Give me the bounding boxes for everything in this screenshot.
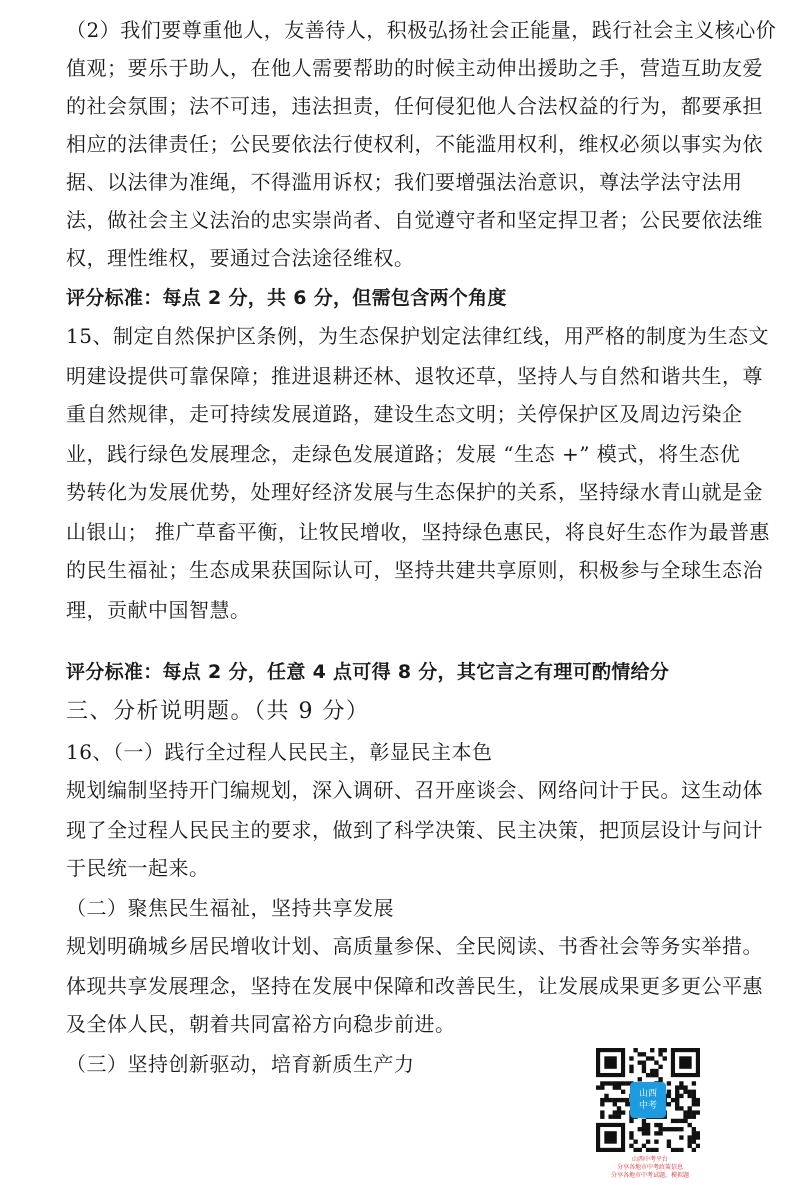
- answer-16-line-2: 现了全过程人民民主的要求，做到了科学决策、民主决策，把顶层设计与问计: [66, 818, 763, 842]
- answer-15-line-4: 业，践行绿色发展理念，走绿色发展道路；发展 “生态 +” 模式，将生态优: [66, 442, 741, 466]
- answer-16-part-2-heading: （二）聚焦民生福祉，坚持共享发展: [66, 896, 394, 920]
- text-line-5: 据、以法律为准绳，不得滥用诉权；我们要增强法治意识，尊法学法守法用: [66, 170, 743, 194]
- answer-15-line-2: 明建设提供可靠保障；推进退耕还林、退牧还草，坚持人与自然和谐共生，尊: [66, 364, 763, 388]
- text-line-3: 的社会氛围；法不可违，违法担责，任何侵犯他人合法权益的行为，都要承担: [66, 94, 763, 118]
- qr-logo-badge: [630, 1082, 666, 1118]
- text-line-2: 值观；要乐于助人，在他人需要帮助的时候主动伸出援助之手，营造互助友爱: [66, 56, 763, 80]
- answer-16-line-6: 及全体人民，朝着共同富裕方向稳步前进。: [66, 1012, 456, 1036]
- answer-15-line-1: 15、制定自然保护区条例，为生态保护划定法律红线，用严格的制度为生态文: [66, 324, 769, 348]
- answer-16-line-3: 于民统一起来。: [66, 856, 210, 880]
- answer-15-line-8: 理，贡献中国智慧。: [66, 598, 251, 622]
- qr-caption-2: 分享各地市中考政策信息: [616, 1164, 683, 1171]
- scoring-criteria-1: 评分标准：每点 2 分，共 6 分，但需包含两个角度: [66, 287, 507, 309]
- answer-16-line-5: 体现共享发展理念，坚持在发展中保障和改善民生，让发展成果更多更公平惠: [66, 974, 763, 998]
- answer-15-line-7: 的民生福祉；生态成果获国际认可，坚持共建共享原则，积极参与全球生态治: [66, 558, 763, 582]
- text-line-1: （2）我们要尊重他人，友善待人，积极弘扬社会正能量，践行社会主义核心价: [66, 18, 777, 42]
- answer-15-line-3: 重自然规律，走可持续发展道路，建设生态文明；关停保护区及周边污染企: [66, 402, 743, 426]
- answer-16-line-4: 规划明确城乡居民增收计划、高质量参保、全民阅读、书香社会等务实举措。: [66, 934, 763, 958]
- answer-16-part-3-heading: （三）坚持创新驱动，培育新质生产力: [66, 1052, 415, 1076]
- scoring-criteria-2: 评分标准：每点 2 分，任意 4 点可得 8 分，其它言之有理可酌情给分: [66, 661, 670, 683]
- qr-code[interactable]: [596, 1048, 700, 1152]
- answer-15-line-5: 势转化为发展优势，处理好经济发展与生态保护的关系，坚持绿水青山就是金: [66, 480, 763, 504]
- text-line-7: 权，理性维权，要通过合法途径维权。: [66, 246, 415, 270]
- qr-caption-3: 分享各地市中考试题，模拟题: [610, 1172, 689, 1179]
- qr-caption-1: 山西中考平台: [631, 1156, 668, 1163]
- qr-badge-top: 山西: [638, 1089, 657, 1099]
- section-heading-3: 三、分析说明题。（共 9 分）: [66, 699, 370, 724]
- answer-16-part-1-heading: 16、（一）践行全过程人民民主，彰显民主本色: [66, 740, 493, 764]
- text-line-4: 相应的法律责任；公民要依法行使权利，不能滥用权利，维权必须以事实为依: [66, 132, 763, 156]
- qr-badge-bottom: 中考: [638, 1101, 657, 1111]
- text-line-6: 法，做社会主义法治的忠实崇尚者、自觉遵守者和坚定捍卫者；公民要依法维: [66, 208, 763, 232]
- answer-15-line-6: 山银山； 推广草畜平衡，让牧民增收，坚持绿色惠民，将良好生态作为最普惠: [66, 520, 770, 544]
- answer-16-line-1: 规划编制坚持开门编规划，深入调研、召开座谈会、网络问计于民。这生动体: [66, 778, 763, 802]
